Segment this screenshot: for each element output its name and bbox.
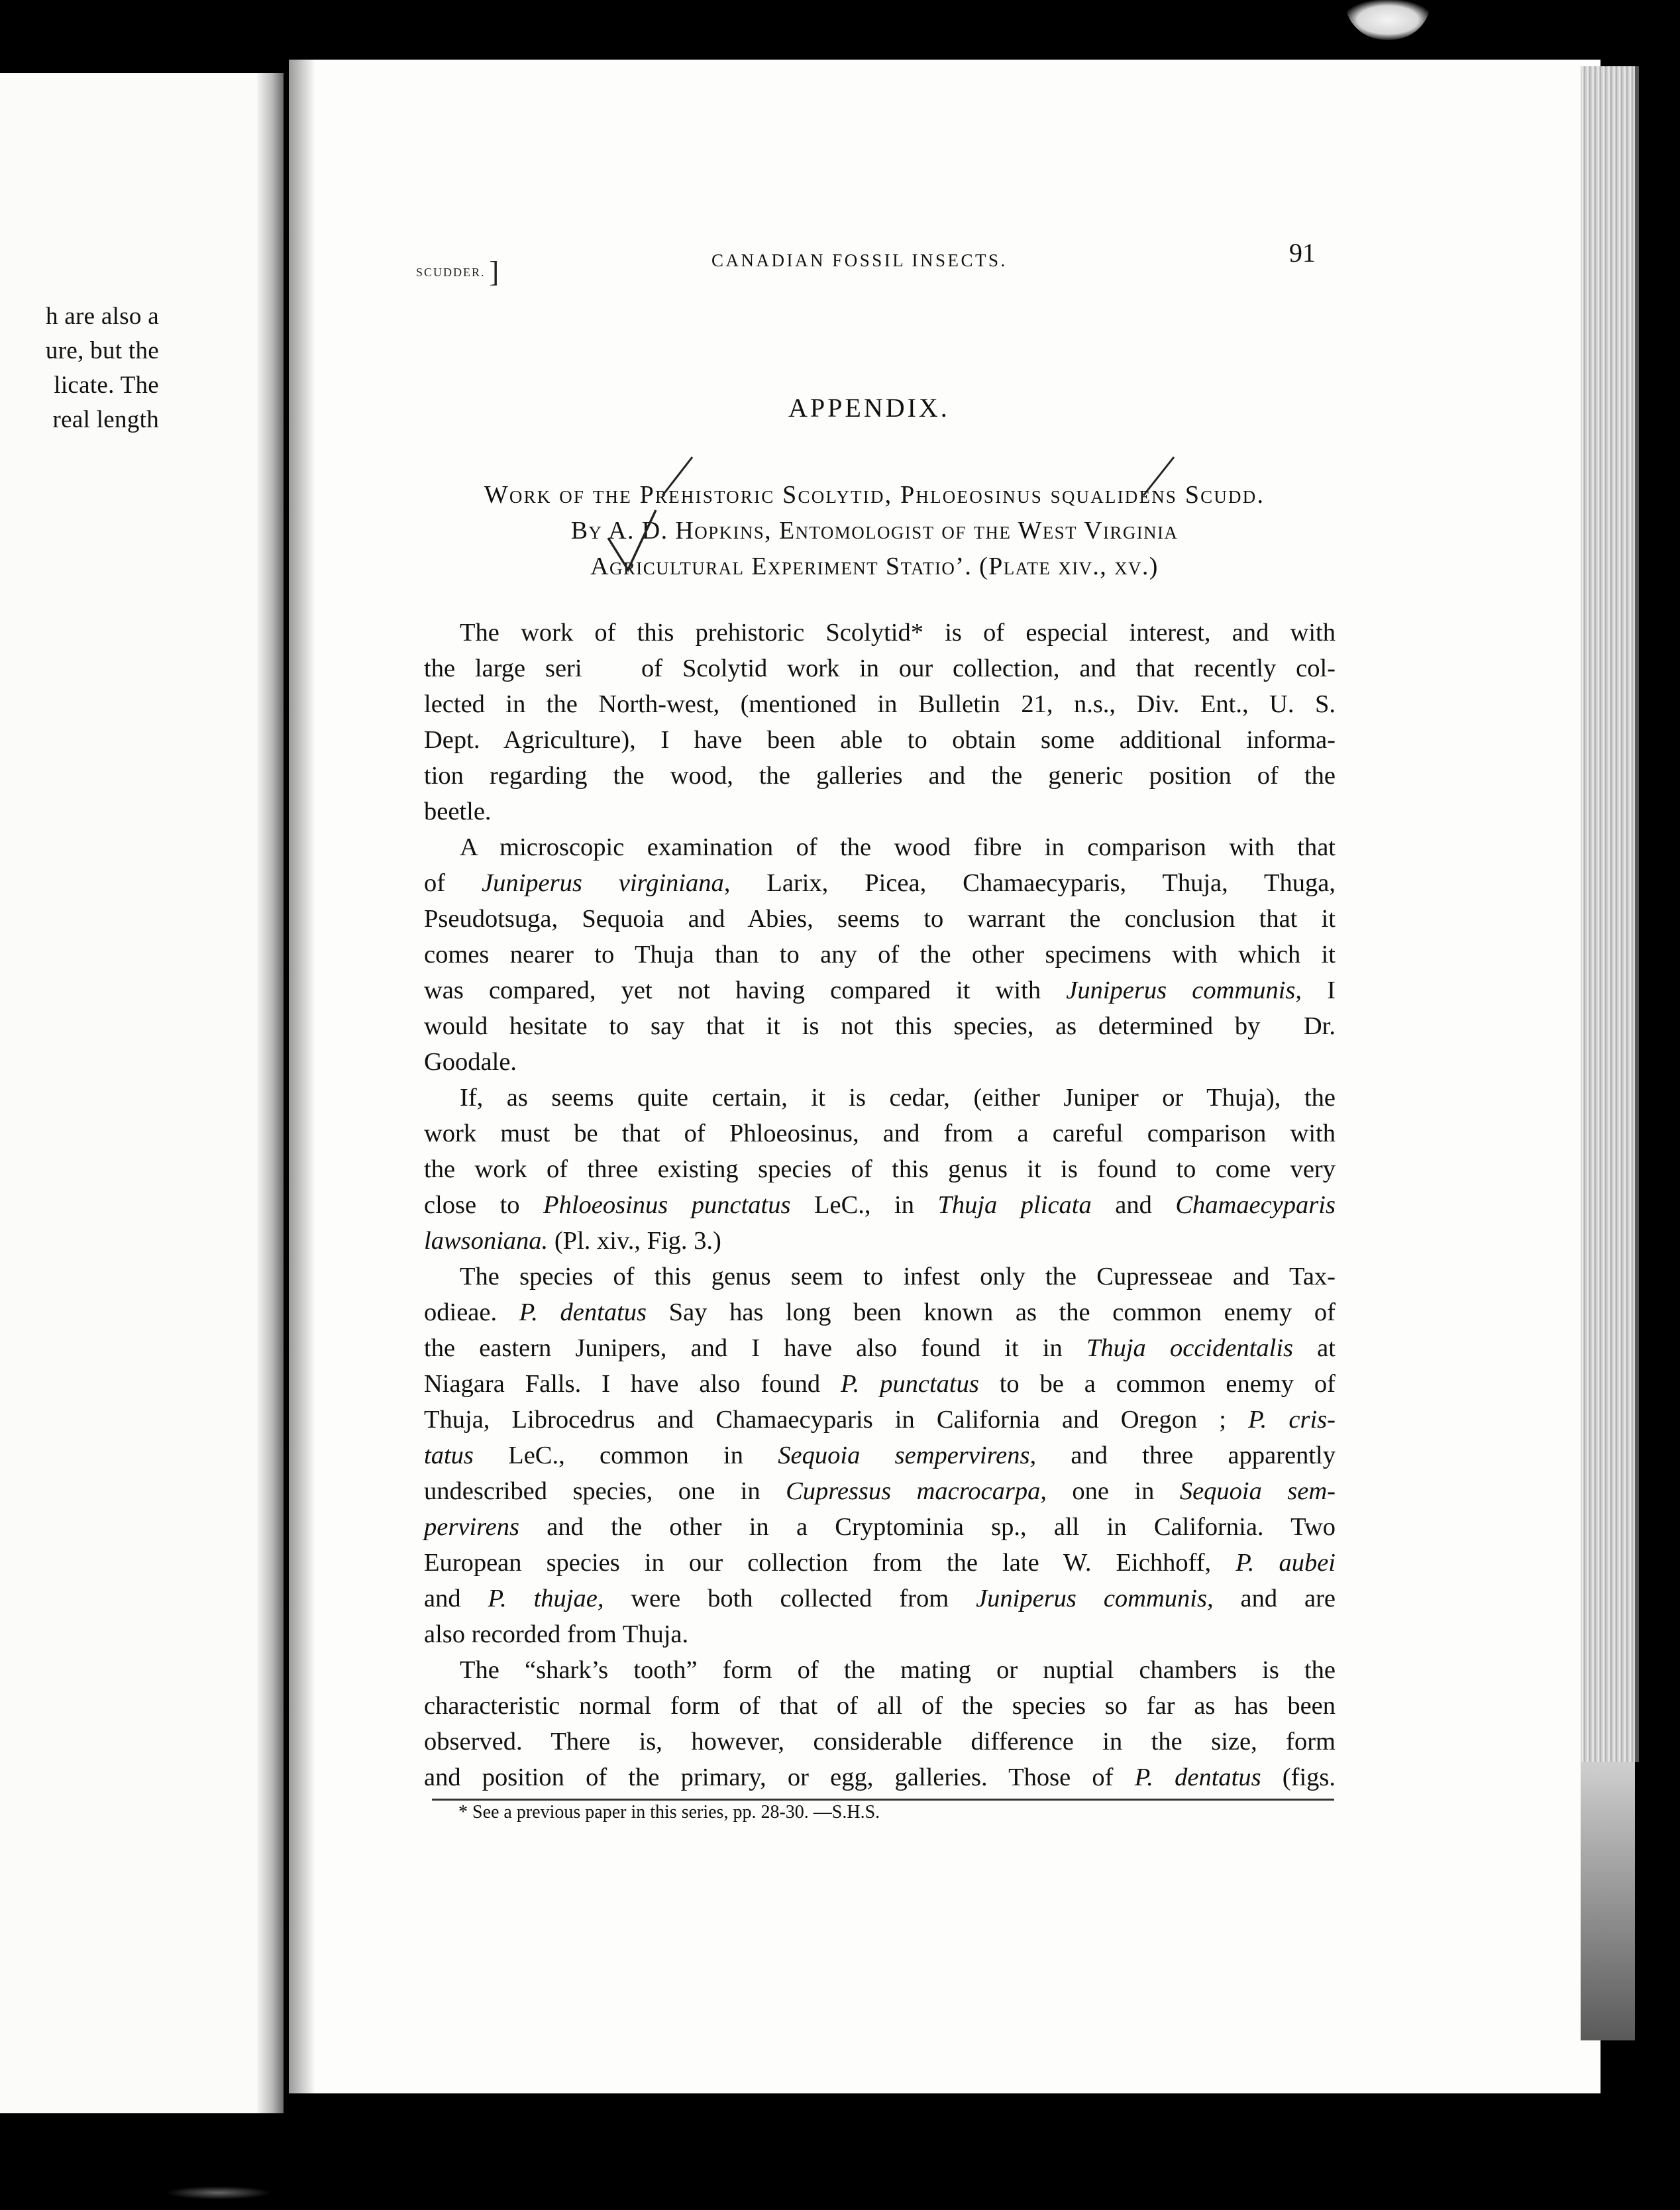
text-line: tion regarding the wood, the galleries and the generic position of the bbox=[424, 762, 1336, 790]
text-line bbox=[424, 973, 1336, 1008]
text-run: at bbox=[1293, 1334, 1336, 1362]
text-line bbox=[424, 865, 1336, 901]
text-run: (Pl. xiv., Fig. 3.) bbox=[548, 1227, 721, 1255]
footnote-rule bbox=[432, 1799, 1334, 1801]
italic-text: P. aubei bbox=[1235, 1549, 1336, 1577]
text-line bbox=[424, 1545, 1336, 1581]
text-run: and three apparently bbox=[1036, 1442, 1336, 1469]
text-run: one in bbox=[1046, 1477, 1180, 1505]
text-run: undescribed species, one in bbox=[424, 1477, 786, 1505]
text-run: I bbox=[1302, 976, 1336, 1004]
italic-text: Thuja occidentalis bbox=[1086, 1334, 1294, 1362]
text-run: Thuja, Librocedrus and Chamaecyparis in California and Oregon ; bbox=[424, 1406, 1249, 1434]
text-line bbox=[424, 1294, 1336, 1330]
left-line: ure, but the bbox=[45, 337, 159, 364]
page-edges bbox=[1581, 66, 1639, 1762]
text-run: and the other in a Cryptominia sp., all in California. Two bbox=[519, 1513, 1336, 1541]
italic-text: P. punctatus bbox=[841, 1370, 979, 1398]
running-head-author-text: SCUDDER. bbox=[416, 266, 486, 279]
text-run: close to bbox=[424, 1191, 544, 1219]
running-head-bracket: ] bbox=[489, 256, 501, 288]
text-line: also recorded from Thuja. bbox=[424, 1620, 689, 1648]
italic-text: Chamaecyparis bbox=[1175, 1191, 1336, 1219]
text-line: characteristic normal form of that of all of the species so far as has been bbox=[424, 1692, 1336, 1720]
italic-text: Thuja plicata bbox=[937, 1191, 1092, 1219]
text-line: the large seri of Scolytid work in our collection, and that recently col- bbox=[424, 655, 1336, 682]
text-line: A microscopic examination of the wood fibre in comparison with that bbox=[460, 833, 1336, 861]
italic-text: P. dentatus bbox=[519, 1298, 647, 1326]
text-line bbox=[424, 1760, 1336, 1795]
text-run: European species in our collection from the late W. Eichhoff, bbox=[424, 1549, 1236, 1577]
text-line bbox=[424, 1581, 1336, 1616]
text-line: Dept. Agriculture), I have been able to obtain some additional informa- bbox=[424, 726, 1336, 754]
text-run: LeC., in bbox=[790, 1191, 938, 1219]
scan-blot bbox=[1345, 0, 1431, 40]
text-run: of bbox=[424, 869, 482, 897]
text-line: comes nearer to Thuja than to any of the other specimens with which it bbox=[424, 941, 1336, 969]
text-line bbox=[424, 1223, 1336, 1259]
italic-text: tatus bbox=[424, 1442, 474, 1469]
text-run: was compared, yet not having compared it with bbox=[424, 976, 1067, 1004]
text-line: The species of this genus seem to infest only the Cupresseae and Tax- bbox=[460, 1263, 1336, 1290]
italic-text: P. thujae, bbox=[488, 1585, 604, 1612]
title-line: Work of the Prehistoric Scolytid, Phloeosinus squalidens Scudd. bbox=[484, 481, 1265, 509]
text-line: work must be that of Phloeosinus, and from a careful comparison with bbox=[424, 1120, 1336, 1147]
text-line: beetle. bbox=[424, 798, 492, 825]
body-text bbox=[424, 615, 1336, 1795]
text-run: odieae. bbox=[424, 1298, 519, 1326]
left-page-text bbox=[0, 299, 159, 437]
italic-text: pervirens bbox=[424, 1513, 519, 1541]
text-line: the work of three existing species of this genus it is found to come very bbox=[424, 1155, 1336, 1183]
text-run: (figs. bbox=[1261, 1763, 1336, 1791]
text-line: The work of this prehistoric Scolytid* is of especial interest, and with bbox=[460, 619, 1336, 647]
text-run: the eastern Junipers, and I have also found it in bbox=[424, 1334, 1086, 1362]
italic-text: Juniperus communis, bbox=[1066, 976, 1302, 1004]
italic-text: Sequoia sem- bbox=[1179, 1477, 1336, 1505]
footnote: * See a previous paper in this series, pp. 28-30. —S.H.S. bbox=[458, 1802, 880, 1822]
italic-text: P. cris- bbox=[1248, 1406, 1336, 1434]
text-run: and bbox=[424, 1585, 488, 1612]
text-line bbox=[424, 1509, 1336, 1545]
italic-text: Phloeosinus punctatus bbox=[543, 1191, 791, 1219]
text-run: LeC., common in bbox=[473, 1442, 778, 1469]
appendix-heading: APPENDIX. bbox=[788, 393, 950, 423]
title-line: By A. D. Hopkins, Entomologist of the West Virginia bbox=[570, 517, 1179, 545]
text-line: Pseudotsuga, Sequoia and Abies, seems to warrant the conclusion that it bbox=[424, 905, 1336, 933]
page-shadow bbox=[289, 60, 315, 2093]
text-line bbox=[424, 1438, 1336, 1473]
italic-text: lawsoniana. bbox=[424, 1227, 549, 1255]
text-line: The “shark’s tooth” form of the mating or nuptial chambers is the bbox=[460, 1656, 1336, 1684]
text-line bbox=[424, 1366, 1336, 1402]
text-line: Goodale. bbox=[424, 1048, 517, 1076]
book-gutter bbox=[257, 73, 284, 2113]
left-line: licate. The bbox=[54, 372, 159, 399]
italic-text: Cupressus macrocarpa, bbox=[786, 1477, 1047, 1505]
italic-text: P. dentatus bbox=[1134, 1763, 1261, 1791]
page-number: 91 bbox=[1289, 238, 1316, 268]
text-line bbox=[424, 1187, 1336, 1223]
running-title: CANADIAN FOSSIL INSECTS. bbox=[711, 250, 1008, 270]
text-line: would hesitate to say that it is not this species, as determined by Dr. bbox=[424, 1012, 1336, 1040]
text-run: and bbox=[1091, 1191, 1176, 1219]
text-run: were both collected from bbox=[604, 1585, 976, 1612]
text-line bbox=[424, 1473, 1336, 1509]
article-title bbox=[397, 477, 1351, 584]
title-line: Agricultural Experiment Statio’. (Plate xiv., xv.) bbox=[590, 552, 1159, 580]
italic-text: Sequoia sempervirens, bbox=[778, 1442, 1037, 1469]
scan-artifact bbox=[166, 2186, 272, 2199]
text-line: If, as seems quite certain, it is cedar, (either Juniper or Thuja), the bbox=[460, 1084, 1336, 1112]
left-line: h are also a bbox=[45, 303, 159, 330]
text-run: Say has long been known as the common enemy of bbox=[647, 1298, 1336, 1326]
text-run: to be a common enemy of bbox=[978, 1370, 1336, 1398]
text-run: Niagara Falls. I have also found bbox=[424, 1370, 841, 1398]
text-line: observed. There is, however, considerable difference in the size, form bbox=[424, 1728, 1336, 1756]
italic-text: Juniperus virginiana, bbox=[482, 869, 731, 897]
left-line: real length bbox=[52, 406, 159, 433]
text-line: lected in the North-west, (mentioned in Bulletin 21, n.s., Div. Ent., U. S. bbox=[424, 690, 1336, 718]
text-line bbox=[424, 1402, 1336, 1438]
text-run: and position of the primary, or egg, galleries. Those of bbox=[424, 1763, 1135, 1791]
running-head-author bbox=[416, 255, 500, 289]
text-line bbox=[424, 1330, 1336, 1366]
text-run: and are bbox=[1213, 1585, 1336, 1612]
italic-text: Juniperus communis, bbox=[976, 1585, 1214, 1612]
text-run: Larix, Picea, Chamaecyparis, Thuja, Thuga, bbox=[730, 869, 1336, 897]
page-edges-lower bbox=[1581, 1762, 1635, 2040]
